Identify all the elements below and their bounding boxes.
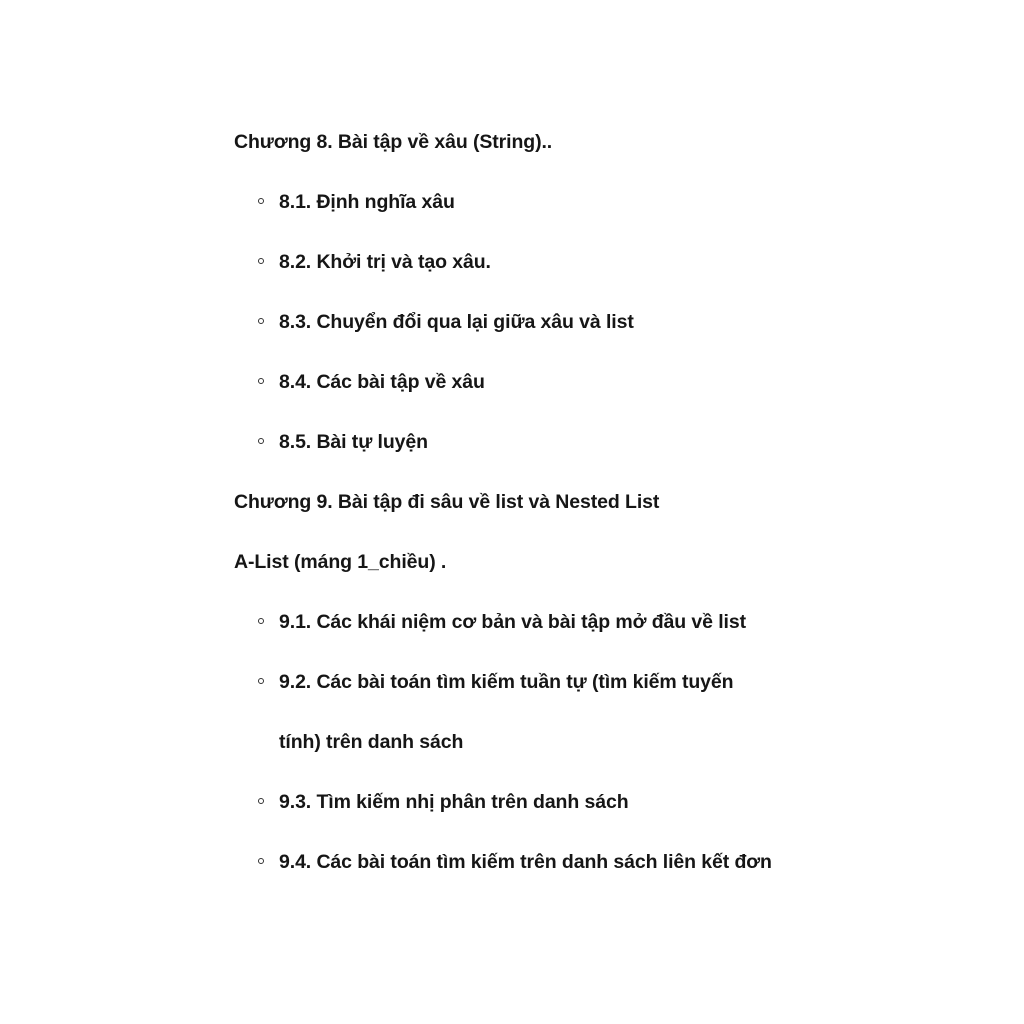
toc-item-8-4 <box>279 367 485 397</box>
toc-item-8-1 <box>279 187 455 217</box>
toc-item-label: 8.3. Chuyển đổi qua lại giữa xâu và list <box>279 311 634 333</box>
toc-item-9-2 <box>279 667 733 697</box>
chapter-9-heading: Chương 9. Bài tập đi sâu về list và Nested List <box>234 491 660 513</box>
hollow-circle-bullet-icon <box>258 798 264 804</box>
toc-item-9-4 <box>279 847 772 877</box>
hollow-circle-bullet-icon <box>258 318 264 324</box>
hollow-circle-bullet-icon <box>258 618 264 624</box>
toc-item-9-3 <box>279 787 629 817</box>
section-a-heading: A-List (máng 1_chiều) . <box>234 551 447 573</box>
hollow-circle-bullet-icon <box>258 438 264 444</box>
toc-item-label: 9.2. Các bài toán tìm kiếm tuần tự (tìm kiếm tuyến <box>279 671 734 693</box>
toc-item-label: 8.2. Khởi trị và tạo xâu. <box>279 251 491 273</box>
toc-item-label: 9.3. Tìm kiếm nhị phân trên danh sách <box>279 791 629 813</box>
hollow-circle-bullet-icon <box>258 858 264 864</box>
toc-item-label: 8.5. Bài tự luyện <box>279 431 428 453</box>
hollow-circle-bullet-icon <box>258 198 264 204</box>
hollow-circle-bullet-icon <box>258 678 264 684</box>
toc-item-label: 8.4. Các bài tập về xâu <box>279 371 485 393</box>
hollow-circle-bullet-icon <box>258 378 264 384</box>
hollow-circle-bullet-icon <box>258 258 264 264</box>
toc-item-9-2-continuation: tính) trên danh sách <box>279 731 464 753</box>
toc-item-label: 9.4. Các bài toán tìm kiếm trên danh sách liên kết đơn <box>279 851 772 873</box>
toc-item-8-5 <box>279 427 428 457</box>
toc-item-label: 9.1. Các khái niệm cơ bản và bài tập mở đầu về list <box>279 611 746 633</box>
chapter-8-heading: Chương 8. Bài tập về xâu (String).. <box>234 131 553 153</box>
toc-item-8-2 <box>279 247 491 277</box>
toc-item-9-1 <box>279 607 746 637</box>
toc-item-label: 8.1. Định nghĩa xâu <box>279 191 455 213</box>
toc-item-8-3 <box>279 307 634 337</box>
